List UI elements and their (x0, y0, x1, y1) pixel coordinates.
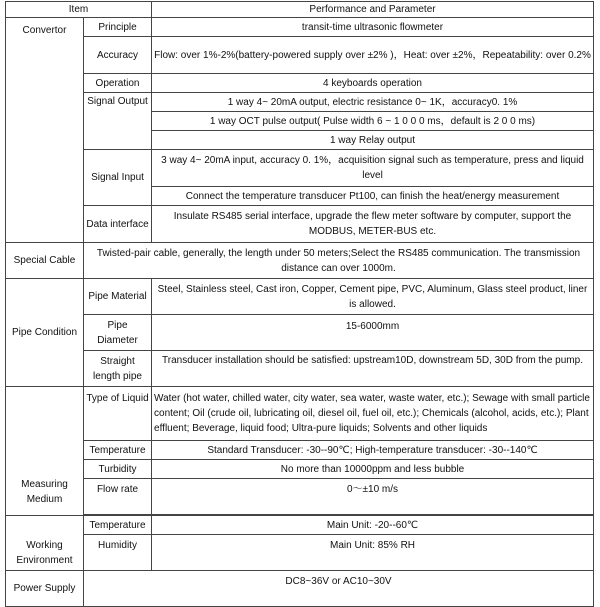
table-row (6, 243, 594, 279)
row-value: Connect the temperature transducer Pt100, can finish the heat/energy measurement (152, 187, 594, 206)
header-parameter: Performance and Parameter (152, 2, 594, 18)
row-label: Straight length pipe (84, 351, 152, 387)
group-convertor: Convertor (6, 18, 84, 243)
table-row (6, 18, 594, 37)
table-row (6, 571, 594, 607)
row-label: Humidity (84, 535, 152, 571)
row-label: Signal Output (84, 93, 152, 150)
row-value: Insulate RS485 serial interface, upgrade the flew meter software by computer, support the MODBUS, METER-BUS etc. (152, 206, 594, 243)
row-label: Temperature (84, 441, 152, 460)
group-pipe-condition: Pipe Condition (6, 279, 84, 387)
row-value: 1 way OCT pulse output( Pulse width 6 ~ 1 0 0 0 ms，default is 2 0 0 ms) (152, 112, 594, 131)
row-value: Flow: over 1%-2%(battery-powered supply over ±2% )，Heat: over ±2%，Repeatability: over 0.2% (152, 37, 594, 74)
row-value: Water (hot water, chilled water, city water, sea water, waste water, etc.); Sewage with small particle content; Oil (crude oil, lubricating oil, diesel oil, fuel oil, etc.); Chemicals (alcohol, acids, etc.); Plant effluent; Beverage, liquid food; Ultra-pure liquids; Solvents and other liquids (152, 387, 594, 441)
table-row (6, 315, 594, 351)
row-value: Twisted-pair cable, generally, the length under 50 meters;Select the RS485 communication. The transmission distance can over 1000m. (84, 243, 594, 279)
table-row (6, 387, 594, 441)
row-value: No more than 10000ppm and less bubble (152, 460, 594, 479)
table-row (6, 37, 594, 74)
row-label: Signal Input (84, 150, 152, 206)
row-value: Main Unit: -20--60℃ (152, 516, 594, 535)
row-label: Accuracy (84, 37, 152, 74)
row-label: Pipe Material (84, 279, 152, 315)
row-label: Type of Liquid (84, 387, 152, 441)
row-label: Turbidity (84, 460, 152, 479)
row-value: Main Unit: 85% RH (152, 535, 594, 571)
header-item: Item (6, 2, 152, 18)
row-label: Pipe Diameter (84, 315, 152, 351)
row-value: 1 way Relay output (152, 131, 594, 150)
row-value: Standard Transducer: -30--90℃; High-temperature transducer: -30--140℃ (152, 441, 594, 460)
spec-table (5, 1, 594, 607)
row-value: DC8~36V or AC10~30V (84, 571, 594, 607)
row-label: Principle (84, 18, 152, 37)
table-row (6, 441, 594, 460)
table-row (6, 206, 594, 243)
row-value: 1 way 4~ 20mA output, electric resistance 0~ 1K，accuracy0. 1% (152, 93, 594, 112)
table-row (6, 535, 594, 571)
table-row (6, 516, 594, 535)
table-row (6, 279, 594, 315)
row-label: Operation (84, 74, 152, 93)
group-power-supply: Power Supply (6, 571, 84, 607)
row-value: 0～±10 m/s (152, 479, 594, 515)
row-value: 4 keyboards operation (152, 74, 594, 93)
row-value: 3 way 4~ 20mA input, accuracy 0. 1%，acquisition signal such as temperature, press and liquid level (152, 150, 594, 187)
table-row (6, 150, 594, 187)
header-row (6, 2, 594, 18)
row-value: transit-time ultrasonic flowmeter (152, 18, 594, 37)
group-working-environment: Working Environment (6, 516, 84, 571)
group-special-cable: Special Cable (6, 243, 84, 279)
row-value: Steel, Stainless steel, Cast iron, Copper, Cement pipe, PVC, Aluminum, Glass steel product, liner is allowed. (152, 279, 594, 315)
table-row (6, 351, 594, 387)
row-label: Data interface (84, 206, 152, 243)
table-row (6, 74, 594, 93)
table-row (6, 460, 594, 479)
row-value: 15-6000mm (152, 315, 594, 351)
row-label: Temperature (84, 516, 152, 535)
row-label: Flow rate (84, 479, 152, 515)
table-row (6, 479, 594, 515)
group-measuring-medium: Measuring Medium (6, 387, 84, 516)
table-row (6, 93, 594, 112)
row-value: Transducer installation should be satisfied: upstream10D, downstream 5D, 30D from the pump. (152, 351, 594, 387)
